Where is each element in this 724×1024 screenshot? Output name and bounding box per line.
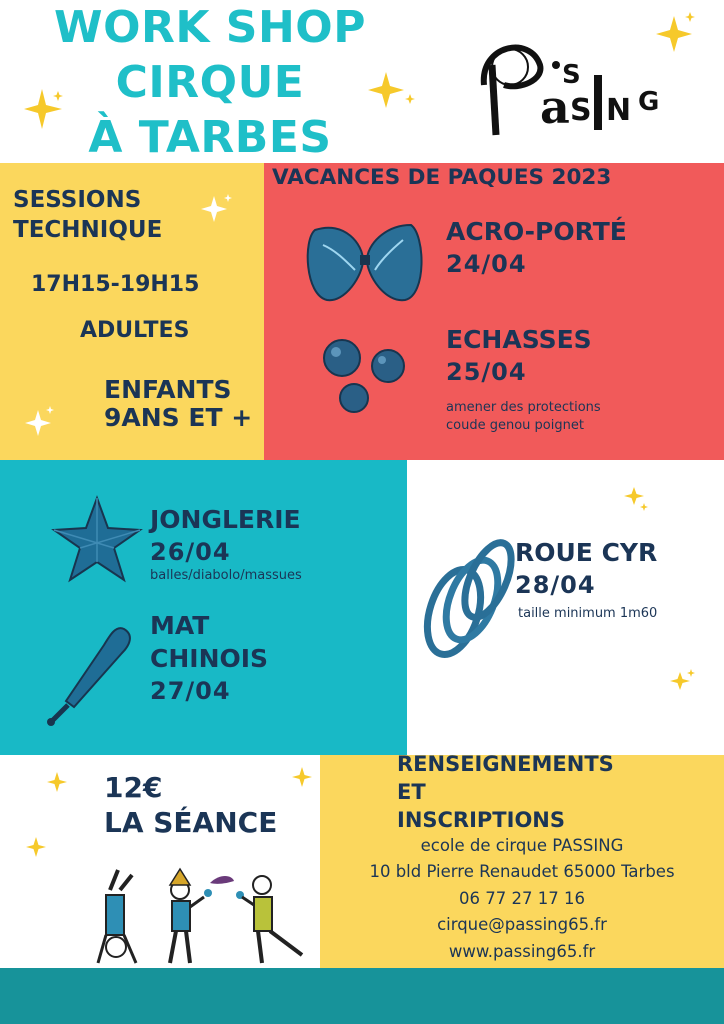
roue-name: ROUE CYR: [515, 538, 658, 567]
mat-name-1: MAT: [150, 611, 210, 640]
info-email[interactable]: cirque@passing65.fr: [437, 915, 607, 934]
sparkle-icon: [368, 70, 418, 110]
acro-date: 24/04: [446, 250, 527, 278]
echasses-name: ECHASSES: [446, 325, 592, 354]
sessions-kids-2: 9ANS ET +: [104, 403, 253, 432]
title-line-2: CIRQUE: [115, 57, 305, 108]
info-phone[interactable]: 06 77 27 17 16: [459, 889, 585, 908]
echasses-note-2: coude genou poignet: [446, 418, 584, 433]
info-address: 10 bld Pierre Renaudet 65000 Tarbes: [369, 862, 675, 881]
svg-text:N: N: [606, 93, 632, 128]
sparkle-icon: [624, 485, 650, 511]
info-title-1: RENSEIGNEMENTS: [397, 752, 614, 776]
info-title-2: ET: [397, 780, 426, 804]
svg-text:S: S: [570, 93, 592, 128]
balls-icon: [320, 338, 410, 416]
diabolo-icon: [305, 215, 425, 305]
title-line-3: À TARBES: [88, 112, 332, 163]
jonglerie-name: JONGLERIE: [150, 505, 301, 534]
mat-name-2: CHINOIS: [150, 644, 269, 673]
sessions-title-2: TECHNIQUE: [13, 217, 163, 243]
price-amount: 12€: [104, 771, 163, 804]
svg-text:a: a: [540, 80, 570, 134]
sparkle-icon: [290, 765, 316, 791]
info-title-3: INSCRIPTIONS: [397, 808, 565, 832]
price-label: LA SÉANCE: [104, 806, 278, 839]
sparkle-icon: [45, 770, 71, 796]
hoops-icon: [424, 530, 514, 662]
sparkle-icon: [200, 192, 234, 226]
footer-band: [0, 968, 724, 1024]
sessions-hours: 17H15-19H15: [31, 272, 200, 297]
sessions-adults: ADULTES: [80, 318, 190, 343]
sparkle-icon: [24, 835, 50, 861]
passing-logo: [470, 25, 680, 140]
mat-date: 27/04: [150, 677, 231, 705]
roue-note: taille minimum 1m60: [518, 606, 658, 621]
echasses-note-1: amener des protections: [446, 400, 601, 415]
roue-date: 28/04: [515, 571, 596, 599]
sessions-kids-1: ENFANTS: [104, 375, 232, 404]
star-icon: [52, 496, 142, 582]
sparkle-icon: [670, 668, 696, 694]
info-school: ecole de cirque PASSING: [420, 836, 624, 855]
svg-text:S: S: [562, 60, 581, 90]
jonglerie-date: 26/04: [150, 538, 231, 566]
holidays-title: VACANCES DE PAQUES 2023: [272, 165, 612, 190]
jugglers-illustration: [92, 865, 322, 970]
info-website[interactable]: www.passing65.fr: [448, 942, 596, 961]
sparkle-icon: [22, 85, 66, 133]
club-icon: [44, 625, 136, 727]
svg-text:G: G: [638, 87, 660, 117]
sessions-title-1: SESSIONS: [13, 187, 142, 213]
sparkle-icon: [24, 404, 58, 440]
acro-name: ACRO-PORTÉ: [446, 217, 627, 246]
title-line-1: WORK SHOP: [54, 2, 366, 53]
jonglerie-note: balles/diabolo/massues: [150, 568, 302, 583]
echasses-date: 25/04: [446, 358, 527, 386]
